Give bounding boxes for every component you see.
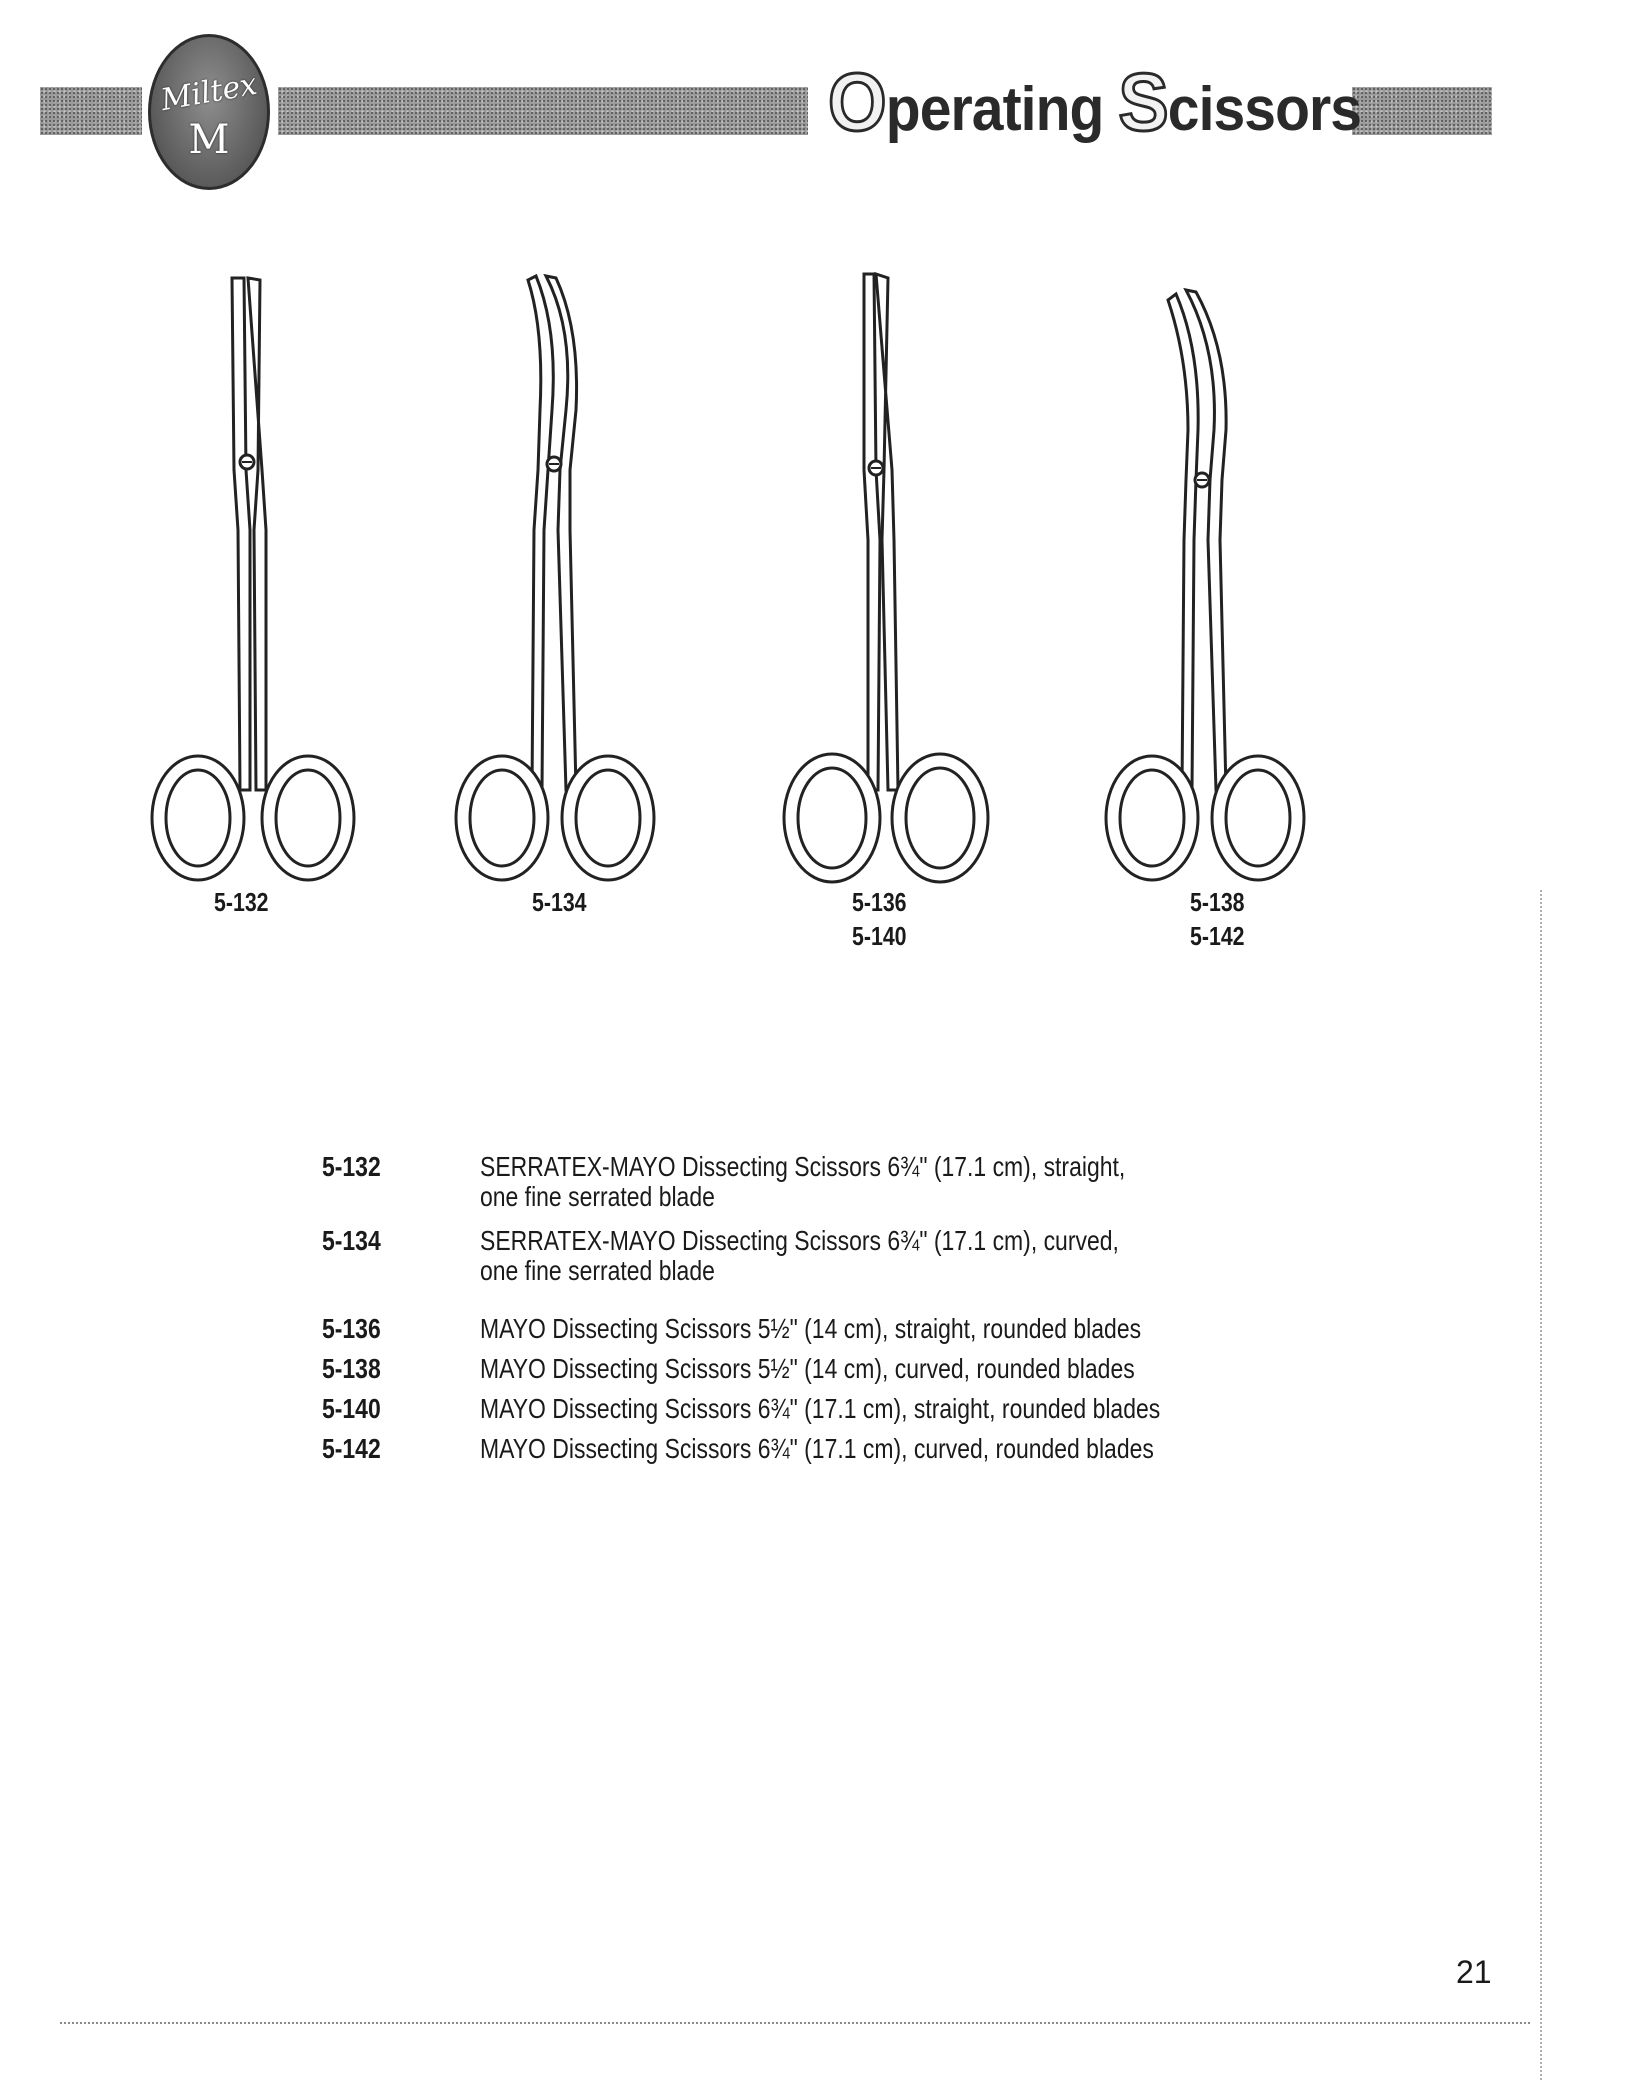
item-code: 5-140 [322, 1393, 381, 1424]
item-description-line-2: one fine serrated blade [480, 1255, 715, 1286]
item-code: 5-134 [322, 1225, 381, 1256]
title-word-2-rest: cissors [1167, 75, 1362, 144]
logo-script-text: Miltex [158, 66, 260, 119]
title-initial-o: O [828, 57, 886, 148]
footer-dotted-rule [60, 2022, 1530, 2024]
item-code: 5-136 [322, 1313, 381, 1344]
figure-label: 5-142 [1190, 921, 1245, 951]
item-description-line-1: SERRATEX-MAYO Dissecting Scissors 6¾" (17.1 cm), straight, [480, 1151, 1126, 1182]
item-description-line-2: one fine serrated blade [480, 1181, 715, 1212]
logo-monogram: M [188, 117, 230, 163]
miltex-logo [148, 34, 270, 190]
item-description: MAYO Dissecting Scissors 5½" (14 cm), curved, rounded blades [480, 1353, 1135, 1384]
scissors-illustration-straight-1 [140, 270, 380, 890]
header-halftone-bar-left [40, 87, 142, 135]
item-description-line-1: SERRATEX-MAYO Dissecting Scissors 6¾" (17.1 cm), curved, [480, 1225, 1119, 1256]
header-halftone-bar-middle [278, 87, 808, 135]
scissors-illustration-curved-1 [440, 270, 680, 890]
item-code: 5-138 [322, 1353, 381, 1384]
figure-label: 5-140 [852, 921, 907, 951]
figure-label: 5-136 [852, 887, 907, 917]
item-code: 5-132 [322, 1151, 381, 1182]
page-title [828, 56, 1361, 150]
item-description: MAYO Dissecting Scissors 6¾" (17.1 cm), curved, rounded blades [480, 1433, 1154, 1464]
scissors-illustration-straight-2 [764, 270, 1004, 890]
item-description: MAYO Dissecting Scissors 5½" (14 cm), straight, rounded blades [480, 1313, 1142, 1344]
title-initial-s: S [1118, 57, 1168, 148]
item-description [480, 1152, 1125, 1212]
item-description [480, 1226, 1119, 1286]
item-description: MAYO Dissecting Scissors 6¾" (17.1 cm), straight, rounded blades [480, 1393, 1161, 1424]
scissors-illustration-curved-2 [1092, 270, 1332, 890]
page-number: 21 [1456, 1954, 1492, 1990]
figure-label: 5-134 [532, 887, 587, 917]
figure-label: 5-132 [214, 887, 269, 917]
item-code: 5-142 [322, 1433, 381, 1464]
title-word-1-rest: perating [885, 75, 1119, 144]
figure-label: 5-138 [1190, 887, 1245, 917]
margin-dotted-rule [1540, 890, 1542, 2080]
header-halftone-bar-right [1352, 87, 1492, 135]
